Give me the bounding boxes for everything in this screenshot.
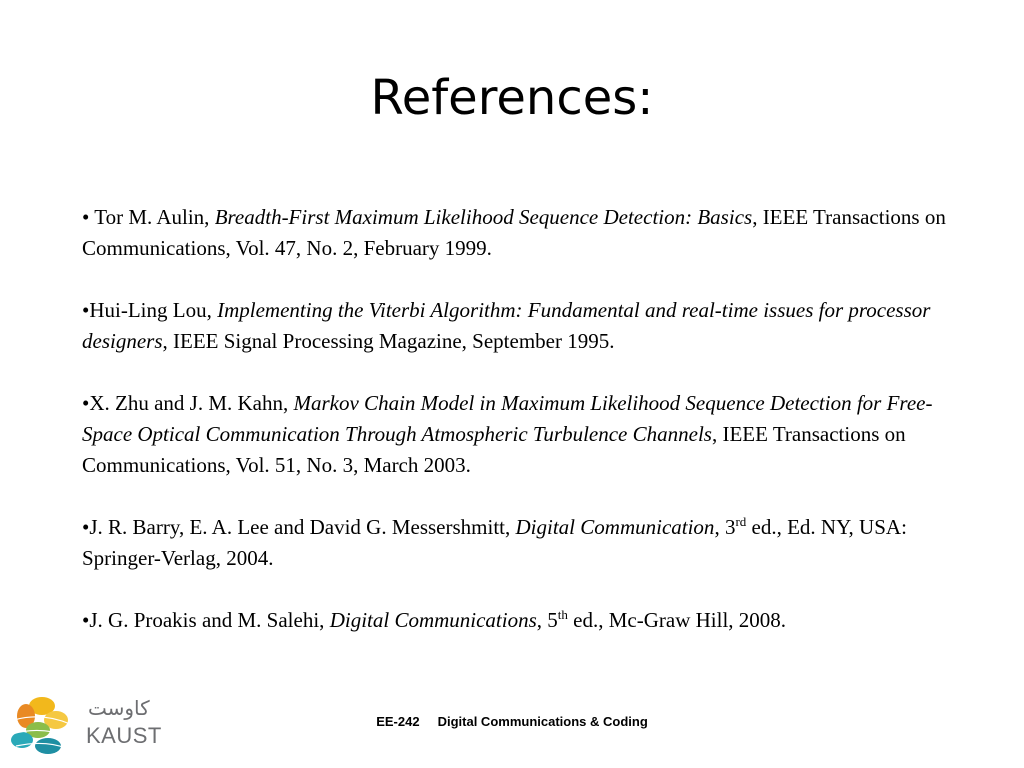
reference-edition: , 5 — [536, 608, 558, 632]
reference-source: , IEEE Transactions on Communications, Vol. 47, No. 2, February 1999. — [82, 205, 946, 260]
reference-item — [82, 605, 962, 636]
reference-title: Implementing the Viterbi Algorithm: Fundamental and real-time issues for processor designers — [82, 298, 931, 353]
reference-authors: •X. Zhu and J. M. Kahn, — [82, 391, 294, 415]
footer — [0, 714, 1024, 729]
footer-course-title: Digital Communications & Coding — [437, 714, 648, 729]
logo-arabic-text: كاوست — [88, 696, 150, 720]
reference-title: Markov Chain Model in Maximum Likelihood Sequence Detection for Free-Space Optical Communication Through Atmospheric Turbulence Channels — [82, 391, 933, 446]
reference-item — [82, 388, 962, 481]
reference-item — [82, 202, 962, 264]
reference-list — [82, 202, 962, 667]
reference-authors: •J. G. Proakis and M. Salehi, — [82, 608, 330, 632]
reference-edition-suffix: th — [557, 607, 568, 622]
reference-source: ed., Mc-Graw Hill, 2008. — [567, 608, 787, 632]
reference-edition: , 3 — [714, 515, 736, 539]
reference-authors: • Tor M. Aulin, — [82, 205, 215, 229]
slide-title: References: — [370, 70, 654, 126]
reference-source: ed., Ed. NY, USA: Springer-Verlag, 2004. — [82, 515, 907, 570]
reference-item — [82, 512, 962, 574]
reference-item — [82, 295, 962, 357]
logo-text: KAUST — [86, 723, 162, 748]
reference-title: Digital Communication — [515, 515, 715, 539]
reference-authors: •J. R. Barry, E. A. Lee and David G. Messershmitt, — [82, 515, 516, 539]
reference-edition-suffix: rd — [735, 514, 747, 529]
footer-course-code: EE-242 — [376, 714, 420, 729]
reference-title: Breadth-First Maximum Likelihood Sequence Detection: Basics — [214, 205, 753, 229]
reference-source: , IEEE Transactions on Communications, Vol. 51, No. 3, March 2003. — [82, 422, 906, 477]
reference-source: , IEEE Signal Processing Magazine, September 1995. — [162, 329, 615, 353]
reference-authors: •Hui-Ling Lou, — [82, 298, 218, 322]
reference-title: Digital Communications — [329, 608, 537, 632]
